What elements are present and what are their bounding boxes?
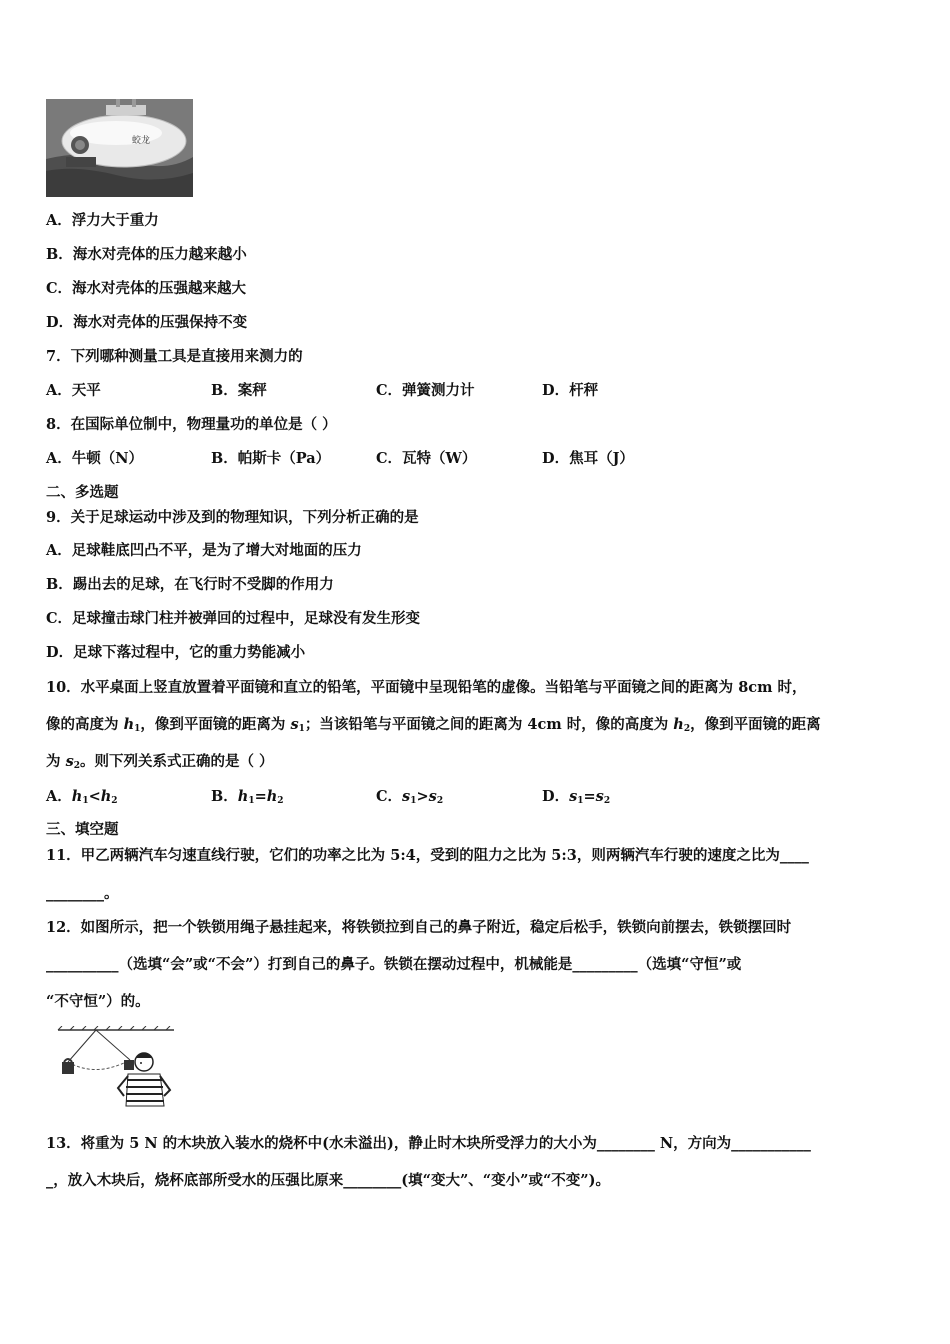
q10-sub: 2	[436, 796, 444, 806]
q6-option-c: C．海水对壳体的压强越来越大	[46, 280, 247, 297]
q10-var-s: s	[290, 716, 299, 733]
q8-option-d: D．焦耳（J）	[542, 450, 634, 467]
q10-option-a-label: A．	[46, 788, 72, 805]
q9-option-c: C．足球撞击球门柱并被弹回的过程中，足球没有发生形变	[46, 610, 421, 627]
q10-var-s: s	[428, 788, 437, 805]
q7-option-b: B．案秤	[211, 382, 267, 399]
q10-var-s: s	[402, 788, 411, 805]
q9-option-a: A．足球鞋底凹凸不平，是为了增大对地面的压力	[46, 542, 362, 559]
q10-sub: 1	[248, 796, 255, 806]
submersible-photo	[46, 99, 193, 197]
q10-sub: 1	[298, 724, 305, 734]
section-multi-choice-heading: 二、多选题	[46, 484, 119, 501]
pendulum-lock-figure	[56, 1026, 176, 1112]
q11-line-1: 11．甲乙两辆汽车匀速直线行驶，它们的功率之比为 5:4，受到的阻力之比为 5:3，则两辆汽车行驶的速度之比为____	[46, 847, 809, 864]
q10-line-2	[46, 715, 821, 739]
q10-var-h: h	[673, 716, 684, 733]
q11-line-2: ________。	[46, 885, 119, 902]
q10-option-d-relation: =	[583, 788, 596, 805]
q10-var-s: s	[595, 788, 604, 805]
q10-sub: 1	[134, 724, 141, 734]
q12-line-3: “不守恒”）的。	[46, 993, 150, 1010]
q10-sub: 2	[277, 796, 284, 806]
q10-text: 像的高度为	[46, 716, 124, 733]
q10-var-s: s	[569, 788, 578, 805]
q10-text: 。则下列关系式正确的是（ ）	[80, 753, 274, 770]
q10-line-3	[46, 752, 274, 776]
q6-option-a: A．浮力大于重力	[46, 212, 159, 229]
q6-option-b: B．海水对壳体的压力越来越小	[46, 246, 247, 263]
q10-option-c-relation: >	[416, 788, 429, 805]
q10-option-b-label: B．	[211, 788, 238, 805]
q10-text: ，像到平面镜的距离	[690, 716, 821, 733]
q10-var-s: s	[65, 753, 74, 770]
q10-sub: 2	[603, 796, 611, 806]
q8-option-a: A．牛顿（N）	[46, 450, 144, 467]
q10-text: ，像到平面镜的距离为	[140, 716, 291, 733]
q10-sub: 2	[73, 761, 80, 771]
q10-option-b	[211, 787, 284, 811]
q10-sub: 1	[577, 796, 584, 806]
q8-option-b: B．帕斯卡（Pa）	[211, 450, 331, 467]
q10-text: ；当该铅笔与平面镜之间的距离为 4cm 时，像的高度为	[304, 716, 674, 733]
q10-text: 为	[46, 753, 66, 770]
q10-var-h: h	[266, 788, 278, 805]
q13-line-2: _，放入木块后，烧杯底部所受水的压强比原来________(填“变大”、“变小”或“不变”)。	[46, 1172, 611, 1189]
q7-option-c: C．弹簧测力计	[376, 382, 475, 399]
q10-var-h: h	[100, 788, 112, 805]
q8-option-c: C．瓦特（W）	[376, 450, 477, 467]
q7-option-d: D．杆秤	[542, 382, 599, 399]
q12-line-1: 12．如图所示，把一个铁锁用绳子悬挂起来，将铁锁拉到自己的鼻子附近，稳定后松手，铁锁向前摆去，铁锁摆回时	[46, 919, 792, 936]
q10-option-a	[46, 787, 118, 811]
q8-stem: 8．在国际单位制中，物理量功的单位是（ ）	[46, 416, 337, 433]
pendulum-illustration	[56, 1026, 176, 1112]
q10-option-c-label: C．	[376, 788, 403, 805]
section-fill-blank-heading: 三、填空题	[46, 821, 119, 838]
q9-option-d: D．足球下落过程中，它的重力势能减小	[46, 644, 306, 661]
q10-option-b-relation: =	[254, 788, 267, 805]
q9-option-b: B．踢出去的足球，在飞行时不受脚的作用力	[46, 576, 334, 593]
q10-line-1: 10．水平桌面上竖直放置着平面镜和直立的铅笔，平面镜中呈现铅笔的虚像。当铅笔与平面镜之间的距离为 8cm 时，	[46, 679, 807, 696]
q10-option-c	[376, 787, 443, 811]
submersible-illustration	[46, 99, 193, 197]
q10-option-a-relation: <	[88, 788, 101, 805]
q12-line-2: __________（选填“会”或“不会”）打到自己的鼻子。铁锁在摆动过程中，机械能是_________（选填“守恒”或	[46, 956, 742, 973]
q10-sub: 2	[111, 796, 118, 806]
q6-option-d: D．海水对壳体的压强保持不变	[46, 314, 248, 331]
q9-stem: 9．关于足球运动中涉及到的物理知识，下列分析正确的是	[46, 509, 419, 526]
q10-var-h: h	[123, 716, 135, 733]
q7-stem: 7．下列哪种测量工具是直接用来测力的	[46, 348, 303, 365]
q13-line-1: 13．将重为 5 N 的木块放入装水的烧杯中(水未溢出)，静止时木块所受浮力的大小为________ N，方向为___________	[46, 1135, 811, 1152]
q10-option-d	[542, 787, 610, 811]
q10-sub: 1	[410, 796, 417, 806]
q10-sub: 2	[683, 724, 691, 734]
q10-option-d-label: D．	[542, 788, 570, 805]
q7-option-a: A．天平	[46, 382, 101, 399]
svg-text:蛟龙: 蛟龙	[132, 136, 151, 146]
q10-sub: 1	[82, 796, 89, 806]
q10-var-h: h	[237, 788, 249, 805]
q10-var-h: h	[71, 788, 83, 805]
